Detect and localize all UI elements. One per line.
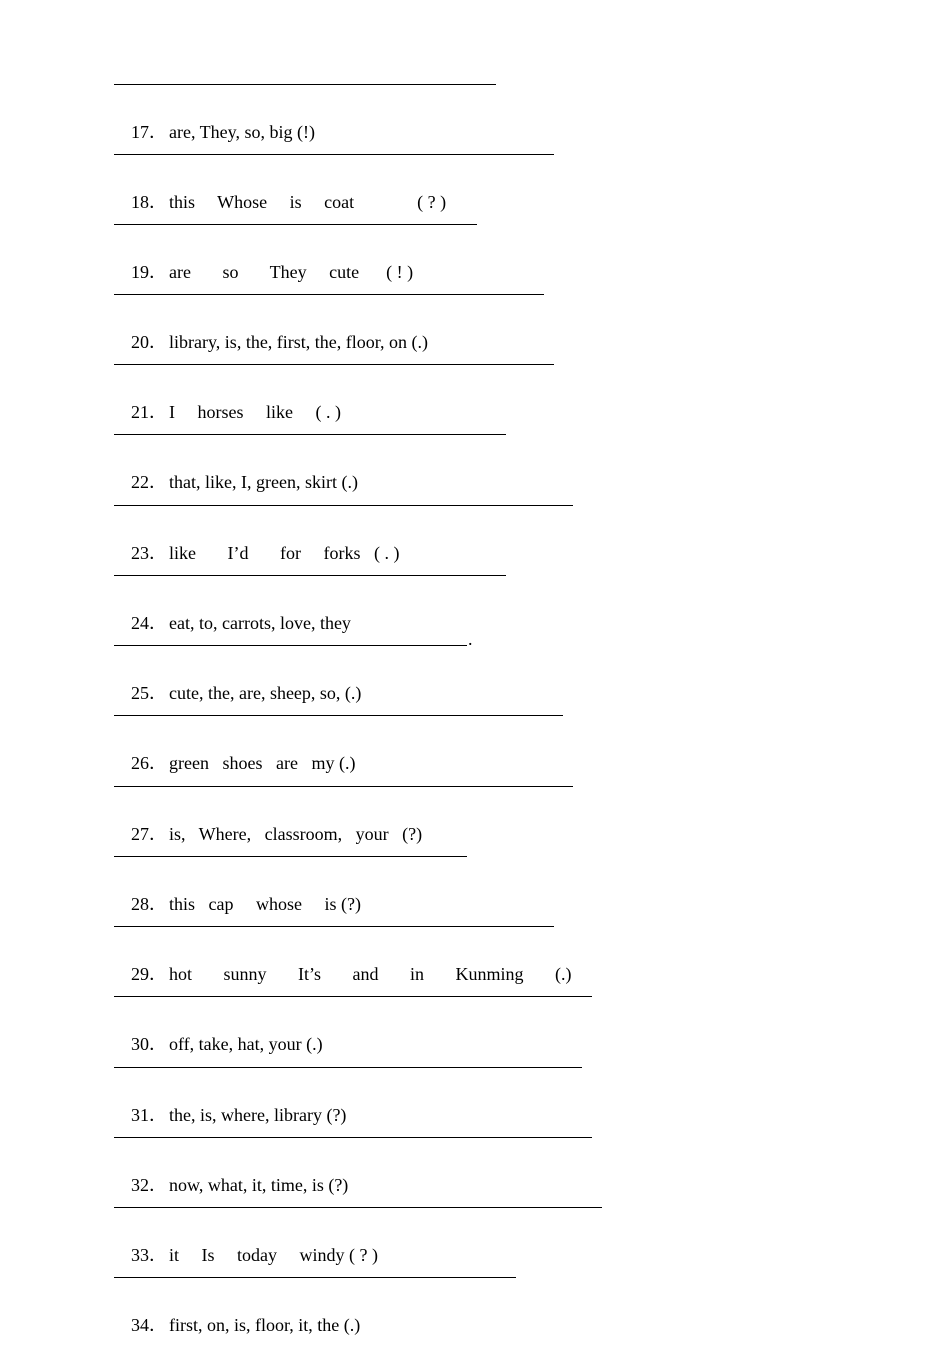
question-text: are, They, so, big (!) (169, 122, 315, 142)
answer-line-17[interactable] (114, 154, 554, 155)
answer-line-32[interactable] (114, 1207, 602, 1208)
answer-line-period: . (468, 629, 473, 649)
question-number: 19． (131, 262, 167, 282)
question-number: 26． (131, 753, 167, 773)
question-number: 21． (131, 402, 167, 422)
question-17 (113, 99, 315, 165)
question-29 (113, 941, 572, 1007)
question-text: are so They cute ( ! ) (169, 262, 414, 282)
answer-line-27[interactable] (114, 856, 467, 857)
answer-line-25[interactable] (114, 715, 563, 716)
question-number: 22． (131, 472, 167, 492)
question-text: eat, to, carrots, love, they (169, 613, 351, 633)
answer-line-31[interactable] (114, 1137, 592, 1138)
question-number: 25． (131, 683, 167, 703)
question-text: now, what, it, time, is (?) (169, 1175, 349, 1195)
question-number: 27． (131, 824, 167, 844)
question-number: 17． (131, 122, 167, 142)
question-text: like I’d for forks ( . ) (169, 543, 400, 563)
question-text: off, take, hat, your (.) (169, 1034, 323, 1054)
question-number: 34． (131, 1315, 167, 1335)
question-number: 20． (131, 332, 167, 352)
answer-line-22[interactable] (114, 505, 573, 506)
question-number: 30． (131, 1034, 167, 1054)
question-text: this Whose is coat ( ? ) (169, 192, 447, 212)
answer-line-16[interactable] (114, 84, 496, 85)
answer-line-24[interactable] (114, 645, 467, 646)
question-text: the, is, where, library (?) (169, 1105, 347, 1125)
question-28 (113, 871, 361, 937)
question-text: that, like, I, green, skirt (.) (169, 472, 358, 492)
answer-line-30[interactable] (114, 1067, 582, 1068)
question-number: 32． (131, 1175, 167, 1195)
question-text: green shoes are my (.) (169, 753, 356, 773)
question-34 (113, 1292, 360, 1358)
question-27 (113, 801, 422, 867)
answer-line-20[interactable] (114, 364, 554, 365)
question-text: hot sunny It’s and in Kunming (.) (169, 964, 572, 984)
question-32 (113, 1152, 348, 1218)
question-33 (113, 1222, 378, 1288)
question-number: 23． (131, 543, 167, 563)
answer-line-26[interactable] (114, 786, 573, 787)
question-24 (113, 590, 351, 656)
question-text: library, is, the, first, the, floor, on (.) (169, 332, 429, 352)
question-text: this cap whose is (?) (169, 894, 361, 914)
question-21 (113, 379, 341, 445)
question-number: 28． (131, 894, 167, 914)
answer-line-18[interactable] (114, 224, 477, 225)
question-25 (113, 660, 361, 726)
question-number: 24． (131, 613, 167, 633)
question-text: cute, the, are, sheep, so, (.) (169, 683, 362, 703)
question-number: 29． (131, 964, 167, 984)
answer-line-21[interactable] (114, 434, 506, 435)
question-18 (113, 169, 446, 235)
question-text: I horses like ( . ) (169, 402, 341, 422)
question-31 (113, 1082, 346, 1148)
question-23 (113, 520, 399, 586)
question-text: it Is today windy ( ? ) (169, 1245, 378, 1265)
question-19 (113, 239, 413, 305)
question-text: first, on, is, floor, it, the (.) (169, 1315, 361, 1335)
answer-line-29[interactable] (114, 996, 592, 997)
question-text: is, Where, classroom, your (?) (169, 824, 423, 844)
question-number: 33． (131, 1245, 167, 1265)
answer-line-23[interactable] (114, 575, 506, 576)
question-number: 31． (131, 1105, 167, 1125)
question-20 (113, 309, 428, 375)
answer-line-33[interactable] (114, 1277, 516, 1278)
question-number: 18． (131, 192, 167, 212)
answer-line-28[interactable] (114, 926, 554, 927)
answer-line-19[interactable] (114, 294, 544, 295)
